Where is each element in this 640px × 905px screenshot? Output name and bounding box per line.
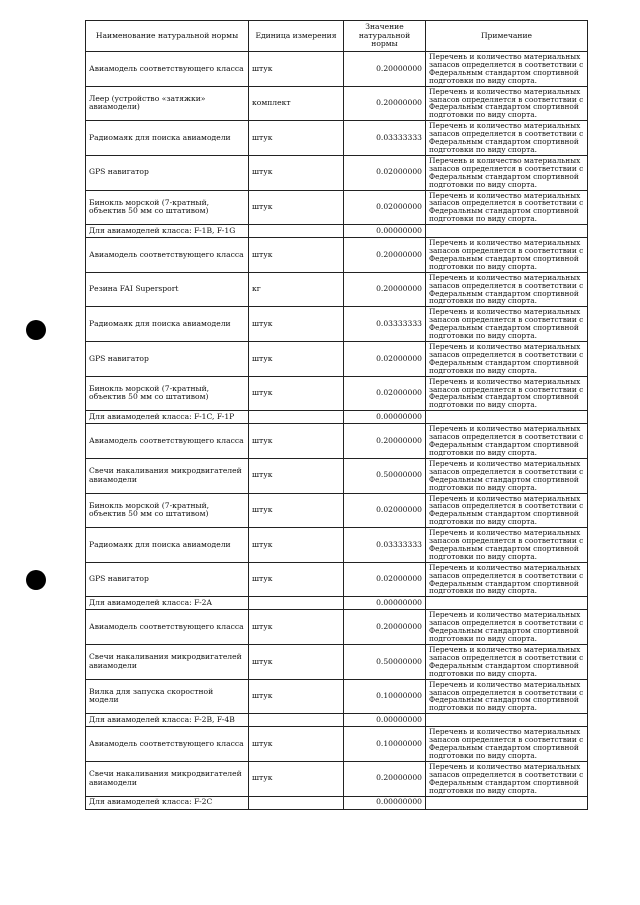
table-row <box>86 121 588 156</box>
cell-name: Авиамодель соответствующего класса <box>86 238 249 273</box>
norms-table <box>85 20 588 810</box>
cell-note <box>426 411 588 424</box>
cell-value: 0.50000000 <box>344 458 426 493</box>
cell-value: 0.50000000 <box>344 645 426 680</box>
cell-name: Для авиамоделей класса: F-1B, F-1G <box>86 225 249 238</box>
cell-unit: штук <box>249 458 344 493</box>
table-row <box>86 342 588 377</box>
cell-note: Перечень и количество материальных запасов определяется в соответствии с Федеральным стандартом спортивной подготовки по виду спорта. <box>426 121 588 156</box>
table-row <box>86 376 588 411</box>
cell-unit: штук <box>249 238 344 273</box>
cell-value: 0.02000000 <box>344 155 426 190</box>
cell-unit: штук <box>249 376 344 411</box>
cell-unit: штук <box>249 121 344 156</box>
cell-note: Перечень и количество материальных запасов определяется в соответствии с Федеральным стандартом спортивной подготовки по виду спорта. <box>426 679 588 714</box>
cell-unit <box>249 714 344 727</box>
header-name: Наименование натуральной нормы <box>86 21 249 52</box>
punch-hole-bottom <box>26 570 46 590</box>
cell-value: 0.03333333 <box>344 528 426 563</box>
document-page <box>85 20 587 810</box>
cell-value: 0.02000000 <box>344 190 426 225</box>
cell-note: Перечень и количество материальных запасов определяется в соответствии с Федеральным стандартом спортивной подготовки по виду спорта. <box>426 307 588 342</box>
cell-name: Бинокль морской (7-кратный, объектив 50 мм со штативом) <box>86 190 249 225</box>
cell-note: Перечень и количество материальных запасов определяется в соответствии с Федеральным стандартом спортивной подготовки по виду спорта. <box>426 761 588 796</box>
cell-note: Перечень и количество материальных запасов определяется в соответствии с Федеральным стандартом спортивной подготовки по виду спорта. <box>426 238 588 273</box>
cell-name: Вилка для запуска скоростной модели <box>86 679 249 714</box>
table-row <box>86 238 588 273</box>
cell-name: Авиамодель соответствующего класса <box>86 52 249 87</box>
cell-unit: штук <box>249 679 344 714</box>
table-row <box>86 424 588 459</box>
cell-name: Радиомаяк для поиска авиамодели <box>86 307 249 342</box>
cell-note <box>426 796 588 809</box>
cell-note: Перечень и количество материальных запасов определяется в соответствии с Федеральным стандартом спортивной подготовки по виду спорта. <box>426 376 588 411</box>
cell-value: 0.20000000 <box>344 424 426 459</box>
cell-name: Свечи накаливания микродвигателей авиамодели <box>86 645 249 680</box>
cell-note: Перечень и количество материальных запасов определяется в соответствии с Федеральным стандартом спортивной подготовки по виду спорта. <box>426 52 588 87</box>
cell-note: Перечень и количество материальных запасов определяется в соответствии с Федеральным стандартом спортивной подготовки по виду спорта. <box>426 645 588 680</box>
cell-unit: штук <box>249 155 344 190</box>
cell-note: Перечень и количество материальных запасов определяется в соответствии с Федеральным стандартом спортивной подготовки по виду спорта. <box>426 272 588 307</box>
header-value: Значение натуральной нормы <box>344 21 426 52</box>
cell-unit: штук <box>249 761 344 796</box>
cell-unit: штук <box>249 645 344 680</box>
cell-value: 0.02000000 <box>344 376 426 411</box>
cell-value: 0.02000000 <box>344 493 426 528</box>
cell-note <box>426 225 588 238</box>
table-header-row <box>86 21 588 52</box>
cell-value: 0.20000000 <box>344 86 426 121</box>
table-row <box>86 610 588 645</box>
cell-name: Радиомаяк для поиска авиамодели <box>86 528 249 563</box>
cell-name: Авиамодель соответствующего класса <box>86 727 249 762</box>
cell-name: Резина FAI Supersport <box>86 272 249 307</box>
cell-value: 0.03333333 <box>344 121 426 156</box>
punch-hole-top <box>26 320 46 340</box>
cell-note: Перечень и количество материальных запасов определяется в соответствии с Федеральным стандартом спортивной подготовки по виду спорта. <box>426 610 588 645</box>
cell-note: Перечень и количество материальных запасов определяется в соответствии с Федеральным стандартом спортивной подготовки по виду спорта. <box>426 342 588 377</box>
cell-value: 0.03333333 <box>344 307 426 342</box>
cell-value: 0.00000000 <box>344 225 426 238</box>
cell-unit <box>249 796 344 809</box>
cell-name: Для авиамоделей класса: F-2C <box>86 796 249 809</box>
cell-name: GPS навигатор <box>86 562 249 597</box>
cell-name: GPS навигатор <box>86 155 249 190</box>
cell-unit <box>249 411 344 424</box>
cell-note: Перечень и количество материальных запасов определяется в соответствии с Федеральным стандартом спортивной подготовки по виду спорта. <box>426 424 588 459</box>
cell-unit: комплект <box>249 86 344 121</box>
cell-note: Перечень и количество материальных запасов определяется в соответствии с Федеральным стандартом спортивной подготовки по виду спорта. <box>426 458 588 493</box>
cell-unit: штук <box>249 610 344 645</box>
table-row <box>86 272 588 307</box>
table-row <box>86 562 588 597</box>
table-row <box>86 645 588 680</box>
cell-value: 0.10000000 <box>344 679 426 714</box>
cell-note: Перечень и количество материальных запасов определяется в соответствии с Федеральным стандартом спортивной подготовки по виду спорта. <box>426 493 588 528</box>
cell-name: Авиамодель соответствующего класса <box>86 424 249 459</box>
table-row <box>86 761 588 796</box>
cell-name: Свечи накаливания микродвигателей авиамодели <box>86 458 249 493</box>
cell-note: Перечень и количество материальных запасов определяется в соответствии с Федеральным стандартом спортивной подготовки по виду спорта. <box>426 155 588 190</box>
header-unit: Единица измерения <box>249 21 344 52</box>
cell-unit: штук <box>249 493 344 528</box>
cell-name: Свечи накаливания микродвигателей авиамодели <box>86 761 249 796</box>
cell-unit <box>249 597 344 610</box>
cell-unit <box>249 225 344 238</box>
table-row <box>86 458 588 493</box>
cell-unit: штук <box>249 424 344 459</box>
cell-value: 0.20000000 <box>344 52 426 87</box>
cell-value: 0.20000000 <box>344 238 426 273</box>
cell-name: Для авиамоделей класса: F-1C, F-1P <box>86 411 249 424</box>
table-row <box>86 86 588 121</box>
group-row <box>86 714 588 727</box>
cell-unit: штук <box>249 562 344 597</box>
group-row <box>86 225 588 238</box>
cell-unit: кг <box>249 272 344 307</box>
cell-note <box>426 597 588 610</box>
group-row <box>86 796 588 809</box>
cell-value: 0.20000000 <box>344 272 426 307</box>
cell-unit: штук <box>249 727 344 762</box>
cell-name: Авиамодель соответствующего класса <box>86 610 249 645</box>
cell-note: Перечень и количество материальных запасов определяется в соответствии с Федеральным стандартом спортивной подготовки по виду спорта. <box>426 528 588 563</box>
table-row <box>86 190 588 225</box>
cell-name: Радиомаяк для поиска авиамодели <box>86 121 249 156</box>
cell-unit: штук <box>249 307 344 342</box>
cell-value: 0.00000000 <box>344 411 426 424</box>
cell-name: Для авиамоделей класса: F-2B, F-4B <box>86 714 249 727</box>
table-row <box>86 679 588 714</box>
cell-unit: штук <box>249 342 344 377</box>
cell-note <box>426 714 588 727</box>
cell-note: Перечень и количество материальных запасов определяется в соответствии с Федеральным стандартом спортивной подготовки по виду спорта. <box>426 562 588 597</box>
cell-name: Для авиамоделей класса: F-2A <box>86 597 249 610</box>
table-row <box>86 52 588 87</box>
cell-name: Бинокль морской (7-кратный, объектив 50 мм со штативом) <box>86 493 249 528</box>
cell-name: Леер (устройство «затяжки» авиамодели) <box>86 86 249 121</box>
table-row <box>86 307 588 342</box>
cell-value: 0.20000000 <box>344 610 426 645</box>
cell-note: Перечень и количество материальных запасов определяется в соответствии с Федеральным стандартом спортивной подготовки по виду спорта. <box>426 86 588 121</box>
table-row <box>86 155 588 190</box>
cell-name: Бинокль морской (7-кратный, объектив 50 мм со штативом) <box>86 376 249 411</box>
cell-value: 0.10000000 <box>344 727 426 762</box>
cell-note: Перечень и количество материальных запасов определяется в соответствии с Федеральным стандартом спортивной подготовки по виду спорта. <box>426 190 588 225</box>
cell-name: GPS навигатор <box>86 342 249 377</box>
group-row <box>86 597 588 610</box>
cell-value: 0.20000000 <box>344 761 426 796</box>
group-row <box>86 411 588 424</box>
table-row <box>86 727 588 762</box>
cell-value: 0.00000000 <box>344 597 426 610</box>
cell-unit: штук <box>249 190 344 225</box>
table-row <box>86 528 588 563</box>
cell-unit: штук <box>249 528 344 563</box>
header-note: Примечание <box>426 21 588 52</box>
table-row <box>86 493 588 528</box>
table-body <box>86 52 588 810</box>
cell-value: 0.02000000 <box>344 562 426 597</box>
cell-note: Перечень и количество материальных запасов определяется в соответствии с Федеральным стандартом спортивной подготовки по виду спорта. <box>426 727 588 762</box>
cell-unit: штук <box>249 52 344 87</box>
cell-value: 0.00000000 <box>344 714 426 727</box>
cell-value: 0.00000000 <box>344 796 426 809</box>
cell-value: 0.02000000 <box>344 342 426 377</box>
